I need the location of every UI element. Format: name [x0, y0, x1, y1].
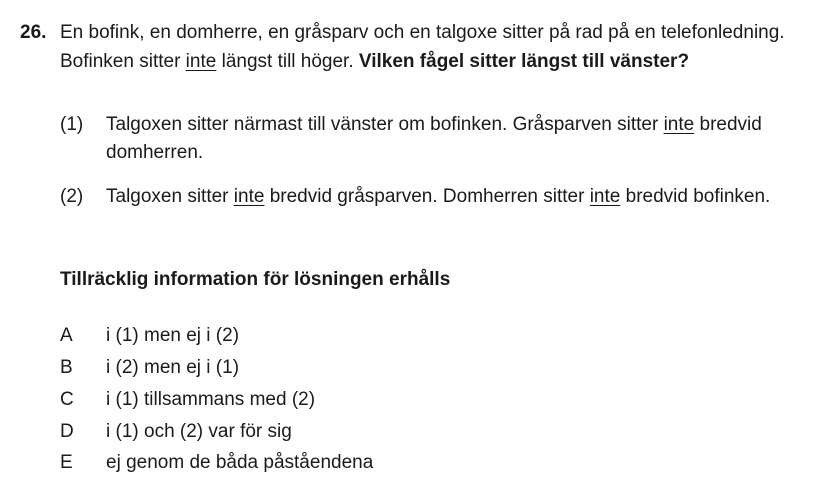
- question-number: 26.: [20, 22, 47, 43]
- option-b-letter: B: [60, 357, 73, 378]
- question-text-line-2: [60, 51, 689, 73]
- question-prompt: Vilken fågel sitter längst till vänster?: [358, 51, 690, 72]
- option-e-letter: E: [60, 452, 73, 473]
- statement-1-label: (1): [60, 114, 84, 135]
- option-d-text: i (1) och (2) var för sig: [106, 421, 292, 442]
- option-c-text: i (1) tillsammans med (2): [106, 389, 316, 410]
- option-a-letter: A: [60, 325, 73, 346]
- option-c-letter: C: [60, 389, 74, 410]
- question-text-line-1: En bofink, en domherre, en gråsparv och en talgoxe sitter på rad på en telefonledning.: [60, 22, 785, 43]
- statement-2-label: (2): [60, 186, 84, 207]
- underlined-word: inte: [185, 51, 217, 72]
- underlined-word: inte: [233, 186, 265, 207]
- option-b-text: i (2) men ej i (1): [106, 357, 240, 378]
- statement-text-part: bredvid gråsparven. Domherren sitter: [264, 186, 590, 207]
- option-e-text: ej genom de båda påståendena: [106, 452, 374, 473]
- statement-1-line-1: [106, 114, 762, 136]
- underlined-word: inte: [589, 186, 621, 207]
- underlined-word: inte: [663, 114, 695, 135]
- statement-text-part: bredvid bofinken.: [620, 186, 771, 207]
- question-text-part: längst till höger.: [216, 51, 359, 72]
- statement-1-line-2: domherren.: [106, 142, 204, 163]
- sufficiency-prompt: Tillräcklig information för lösningen erhålls: [60, 269, 451, 290]
- option-d-letter: D: [60, 421, 74, 442]
- statement-text-part: bredvid: [694, 114, 762, 135]
- statement-text-part: Talgoxen sitter: [106, 186, 234, 207]
- option-a-text: i (1) men ej i (2): [106, 325, 240, 346]
- question-text-part: Bofinken sitter: [60, 51, 186, 72]
- statement-text-part: Talgoxen sitter närmast till vänster om bofinken. Gråsparven sitter: [106, 114, 664, 135]
- statement-2-line: [106, 186, 770, 208]
